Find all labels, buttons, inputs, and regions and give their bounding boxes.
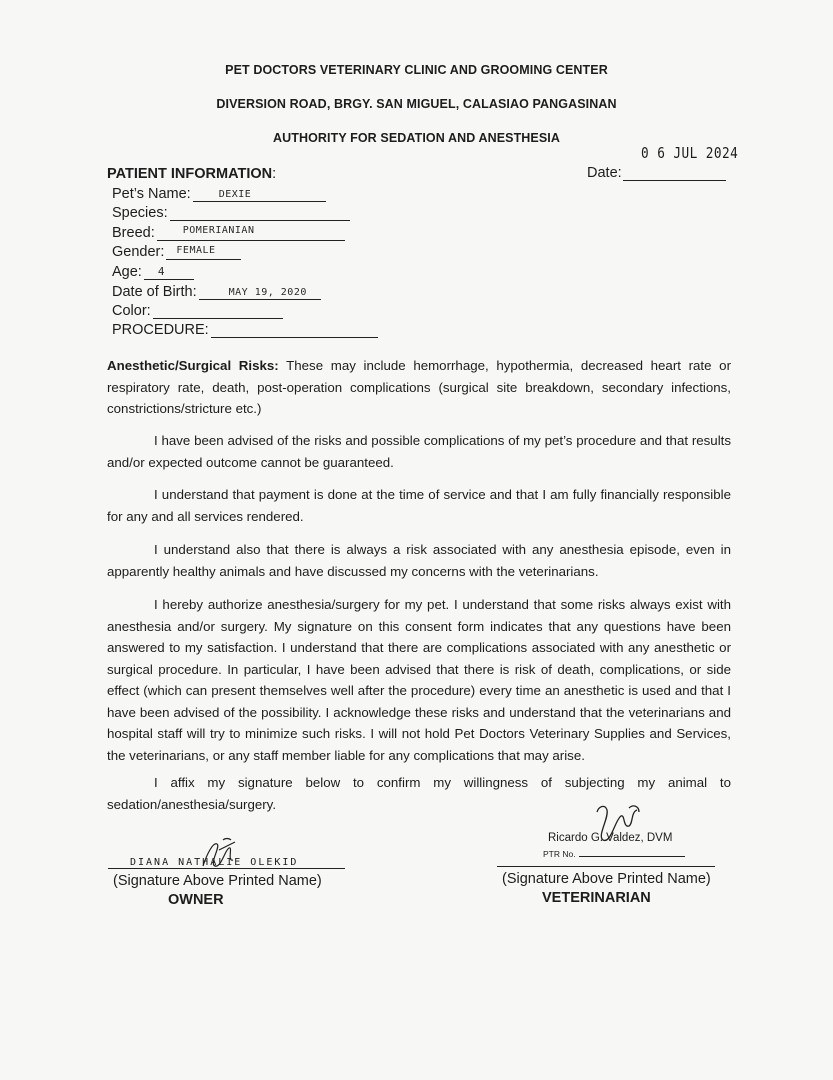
field-value: 4 [157,265,165,278]
paragraph-authorization: I hereby authorize anesthesia/surgery for my pet. I understand that some risks always exist with anesthesia and/or surgery. My signature on this consent form indicates that any questions have been answered to my satisfaction. I understand that there are complications associated with any anesthetic or surgical procedure. In particular, I have been advised that there is risk of death, complications, or side effect (which can present themselves well after the procedure) every time an anesthetic is used and that I have been advised of the possibility. I acknowledge these risks and understand that the veterinarians and hospital staff will try to minimize such risks. I will not hold Pet Doctors Veterinary Supplies and Services, the veterinarians, or any staff member liable for any complications that may arise. [107,597,731,763]
field-value: POMERIANIAN [182,225,255,236]
date-line [623,166,726,181]
date-stamp: 0 6 JUL 2024 [641,144,739,162]
field-line [153,303,283,319]
vet-name: Ricardo G. Valdez, DVM [548,832,673,844]
field-label: Species: [112,205,168,221]
field-line [157,225,345,241]
field-label: Age: [112,264,142,280]
risks-label: Anesthetic/Surgical Risks: [107,358,279,373]
clinic-name: PET DOCTORS VETERINARY CLINIC AND GROOMING CENTER [225,63,608,77]
field-label: PROCEDURE: [112,322,209,338]
field-line [166,244,241,260]
patient-info-heading [107,166,276,182]
date-field [587,165,726,181]
risks-paragraph [107,355,731,420]
vet-ptr-label: PTR No. [543,849,576,859]
owner-signature-caption: (Signature Above Printed Name) [113,873,322,889]
field-line [211,322,378,338]
vet-ptr-line [579,848,685,857]
field-value: FEMALE [176,245,216,256]
risks-text: These may include hemorrhage, hypothermia, decreased heart rate or respiratory rate, death, post-operation complications (surgical site breakdown, secondary infections, constrictions/stricture etc.) [107,358,731,416]
field-line [193,186,326,202]
field-species [112,205,350,223]
field-gender [112,244,241,262]
field-value: MAY 19, 2020 [228,287,307,298]
paragraph-payment: I understand that payment is done at the time of service and that I am fully financially responsible for any and all services rendered. [107,487,731,524]
date-label: Date: [587,165,622,181]
field-label: Gender: [112,244,165,260]
patient-info-colon: : [272,166,277,182]
field-label: Breed: [112,225,155,241]
field-color [112,303,283,321]
owner-signature-scribble [195,836,245,876]
vet-ptr-field [543,848,685,859]
field-date-of-birth [112,284,321,302]
vet-signature-caption: (Signature Above Printed Name) [502,871,711,887]
owner-signature-line [108,868,345,869]
field-procedure [112,322,378,340]
field-age [112,264,194,282]
paragraph-anesthesia-risk: I understand also that there is always a risk associated with any anesthesia episode, even in apparently healthy animals and have discussed my concerns with the veterinarians. [107,542,731,579]
paragraph-risks-advised: I have been advised of the risks and possible complications of my pet’s procedure and that results and/or expected outcome cannot be guaranteed. [107,433,731,470]
owner-role: OWNER [168,892,224,908]
vet-role: VETERINARIAN [542,890,651,906]
patient-info-heading-text: PATIENT INFORMATION [107,166,273,182]
paragraph-affix-signature: I affix my signature below to confirm my willingness of subjecting my animal to sedation/anesthesia/surgery. [107,775,731,812]
field-line [170,205,350,221]
field-label: Pet’s Name: [112,186,191,202]
form-title: AUTHORITY FOR SEDATION AND ANESTHESIA [272,131,561,145]
field-label: Color: [112,303,151,319]
field-pet-name [112,186,326,204]
field-breed [112,225,345,243]
field-value: DEXIE [218,189,252,200]
field-line [199,284,321,300]
field-line [144,264,194,280]
clinic-address: DIVERSION ROAD, BRGY. SAN MIGUEL, CALASIAO PANGASINAN [216,97,617,111]
owner-printed-name: DIANA NATHALIE OLEKID [130,857,299,868]
vet-signature-line [497,866,715,867]
field-label: Date of Birth: [112,284,197,300]
